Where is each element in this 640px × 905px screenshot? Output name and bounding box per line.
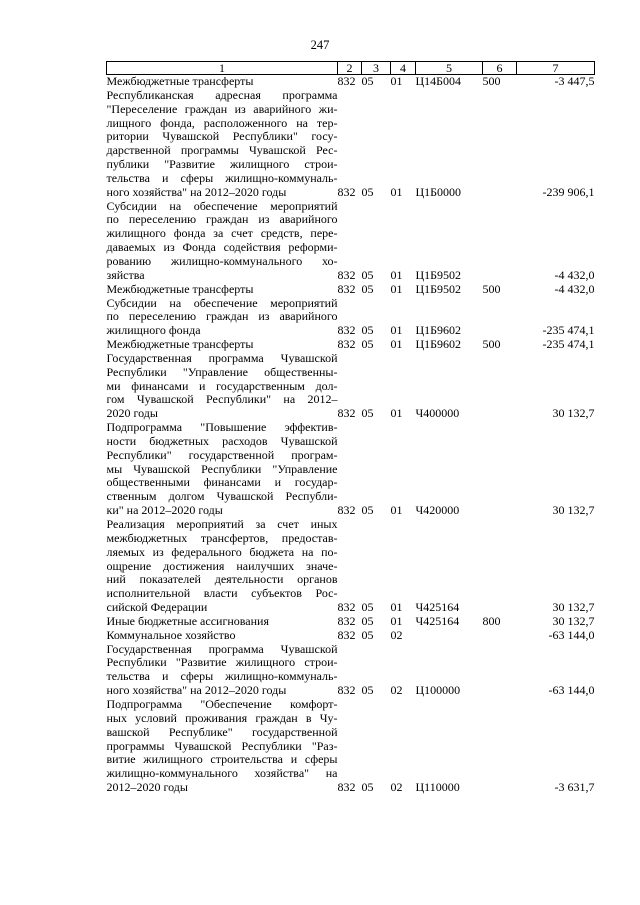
target-article-code: Ц100000 [415,683,461,698]
section-code: 05 [361,683,374,698]
description-line: Республиканская адресная программа [106,87,338,102]
row-description [107,200,338,283]
description-line: ляемых из федерального бюджета на по- [106,544,338,559]
column-header-3: 3 [362,62,391,75]
target-article-code: Ч425164 [415,600,460,615]
section-code: 05 [361,600,374,615]
section-code: 05 [361,627,374,642]
table-row [107,283,595,297]
description-line: Государственная программа Чувашской [106,350,338,365]
table-row [107,352,595,421]
column-header-2: 2 [338,62,362,75]
description-line: исполнительной власти субъектов Рос- [106,586,338,601]
amount: -3 631,7 [554,780,595,795]
subsection-code: 01 [390,613,403,628]
description-line: по переселению граждан из аварийного [106,309,338,324]
expense-type-code [483,200,517,283]
amount: 30 132,7 [552,600,595,615]
description-line: Субсидии на обеспечение мероприятий [106,295,338,310]
description-line: по переселению граждан из аварийного [106,212,338,227]
description-line: Республики "Управление общественны- [106,364,338,379]
description-line: ощрение достижения наилучших значе- [106,558,338,573]
description-line: 2012–2020 годы [106,780,188,795]
admin-code: 832 [337,281,356,296]
expense-type-code [483,421,517,518]
subsection-code: 01 [390,184,403,199]
description-line: Государственная программа Чувашской [106,641,338,656]
description-line: Субсидии на обеспечение мероприятий [106,198,338,213]
table-row [107,338,595,352]
section-code: 05 [361,613,374,628]
admin-code: 832 [337,600,356,615]
section-code: 05 [361,281,374,296]
description-line: "Переселение граждан из аварийного жи- [106,101,338,116]
description-line: даваемых из Фонда содействия реформи- [106,240,338,255]
table-row [107,643,595,698]
description-line: ний показателей деятельности органов [106,572,338,587]
admin-code: 832 [337,184,356,199]
description-line: ных условий проживания граждан в Чу- [106,710,338,725]
column-header-5: 5 [416,62,483,75]
amount: 30 132,7 [552,613,595,628]
row-description [107,698,338,795]
description-line: мы Чувашской Республики "Управление [106,461,338,476]
column-header-1: 1 [107,62,338,75]
expense-type-code: 500 [482,337,501,352]
description-line: гом Чувашской Республики" на 2012– [106,392,338,407]
amount: -63 144,0 [548,627,595,642]
column-header-7: 7 [517,62,595,75]
description-line: тельства и сферы жилищно-коммуналь- [106,170,338,185]
description-line: Коммунальное хозяйство [106,627,236,642]
amount: -239 906,1 [542,184,595,199]
table-row [107,615,595,629]
description-line: жилищного фонда за счет средств, пере- [106,226,338,241]
expense-type-code: 500 [482,74,501,88]
target-article-code: Ц1Б9502 [415,281,462,296]
description-line: витие жилищного строительства и сферы [106,752,338,767]
expense-type-code [483,297,517,339]
description-line: Республики" государственной програм- [106,447,338,462]
row-description [107,89,338,200]
expense-type-code [483,698,517,795]
description-line: ритории Чувашской Республики" госу- [106,129,338,144]
table-row [107,421,595,518]
table-row [107,89,595,200]
expense-type-code: 800 [482,613,501,628]
description-line: Реализация мероприятий за счет иных [106,517,338,531]
table-row [107,200,595,283]
amount: -4 432,0 [554,281,595,296]
description-line: программы Чувашской Республики "Раз- [106,738,338,753]
admin-code: 832 [337,503,356,518]
admin-code: 832 [337,74,356,88]
target-article-code [416,629,483,643]
description-line: вашской Республике" государственной [106,724,338,739]
admin-code: 832 [337,406,356,421]
subsection-code: 01 [390,267,403,282]
section-code: 05 [361,184,374,199]
target-article-code: Ч400000 [415,406,460,421]
target-article-code: Ц110000 [415,780,460,795]
page-number: 247 [310,38,330,52]
section-code: 05 [361,267,374,282]
description-line: ности бюджетных расходов Чувашской [106,433,338,448]
subsection-code: 01 [390,406,403,421]
description-line: Межбюджетные трансферты [106,281,254,296]
subsection-code: 01 [390,323,403,338]
amount: -235 474,1 [542,323,595,338]
subsection-code: 01 [390,503,403,518]
subsection-code: 01 [390,600,403,615]
description-line: рованию жилищно-коммунального хо- [106,253,338,268]
table-row [107,518,595,615]
subsection-code: 01 [390,337,403,352]
row-description [107,283,338,297]
table-row [107,75,595,89]
target-article-code: Ц1Б0000 [415,184,462,199]
description-line: тельства и сферы жилищно-коммуналь- [106,669,338,684]
description-line: Республики "Развитие жилищного строи- [106,655,338,670]
target-article-code: Ц14Б004 [415,74,462,88]
description-line: жилищного фонда [106,323,201,338]
description-line: жилищно-коммунального хозяйства" на [106,766,338,781]
description-line: ки" на 2012–2020 годы [106,503,223,518]
row-description [107,75,338,89]
description-line: Межбюджетные трансферты [106,74,254,88]
row-description [107,518,338,615]
table-row [107,297,595,339]
table-header-row [107,62,595,75]
section-code: 05 [361,337,374,352]
column-header-4: 4 [391,62,416,75]
expense-type-code [483,352,517,421]
description-line: межбюджетных трансфертов, предостав- [106,530,338,545]
description-line: 2020 годы [106,406,158,421]
subsection-code: 02 [390,683,403,698]
description-line: публики "Развитие жилищного строи- [106,157,338,172]
admin-code: 832 [337,337,356,352]
amount: -63 144,0 [548,683,595,698]
admin-code: 832 [337,267,356,282]
description-line: ственным долгом Чувашской Республи- [106,489,338,504]
section-code: 05 [361,503,374,518]
description-line: сийской Федерации [106,600,208,615]
expense-type-code [483,629,517,643]
row-description [107,297,338,339]
section-code: 05 [361,323,374,338]
target-article-code: Ц1Б9502 [415,267,462,282]
row-description [107,615,338,629]
description-line: Иные бюджетные ассигнования [106,613,269,628]
table-row [107,698,595,795]
expense-type-code [483,89,517,200]
admin-code: 832 [337,683,356,698]
amount: -3 447,5 [554,74,595,88]
section-code: 05 [361,406,374,421]
section-code: 05 [361,780,374,795]
admin-code: 832 [337,613,356,628]
budget-table [106,61,595,795]
description-line: дарственной программы Чувашской Рес- [106,143,338,158]
subsection-code: 02 [390,627,403,642]
section-code: 05 [361,74,374,88]
target-article-code: Ч425164 [415,613,460,628]
admin-code: 832 [337,323,356,338]
description-line: зяйства [106,267,145,282]
amount: 30 132,7 [552,406,595,421]
target-article-code: Ч420000 [415,503,460,518]
admin-code: 832 [337,627,356,642]
amount: 30 132,7 [552,503,595,518]
description-line: ми финансами и государственным дол- [106,378,338,393]
expense-type-code [483,643,517,698]
column-header-6: 6 [483,62,517,75]
description-line: общественными финансами и государ- [106,475,338,490]
target-article-code: Ц1Б9602 [415,337,462,352]
description-line: Межбюджетные трансферты [106,337,254,352]
description-line: лищного фонда, расположенного на тер- [106,115,338,130]
description-line: Подпрограмма "Повышение эффектив- [106,420,338,435]
row-description [107,352,338,421]
description-line: ного хозяйства" на 2012–2020 годы [106,683,287,698]
target-article-code: Ц1Б9602 [415,323,462,338]
description-line: ного хозяйства" на 2012–2020 годы [106,184,287,199]
subsection-code: 01 [390,281,403,296]
expense-type-code: 500 [482,281,501,296]
row-description [107,643,338,698]
row-description [107,421,338,518]
row-description [107,629,338,643]
subsection-code: 01 [390,74,403,88]
expense-type-code [483,518,517,615]
amount: -235 474,1 [542,337,595,352]
subsection-code: 02 [390,780,403,795]
row-description [107,338,338,352]
amount: -4 432,0 [554,267,595,282]
table-body [107,75,595,795]
admin-code: 832 [337,780,356,795]
description-line: Подпрограмма "Обеспечение комфорт- [106,696,338,711]
table-row [107,629,595,643]
